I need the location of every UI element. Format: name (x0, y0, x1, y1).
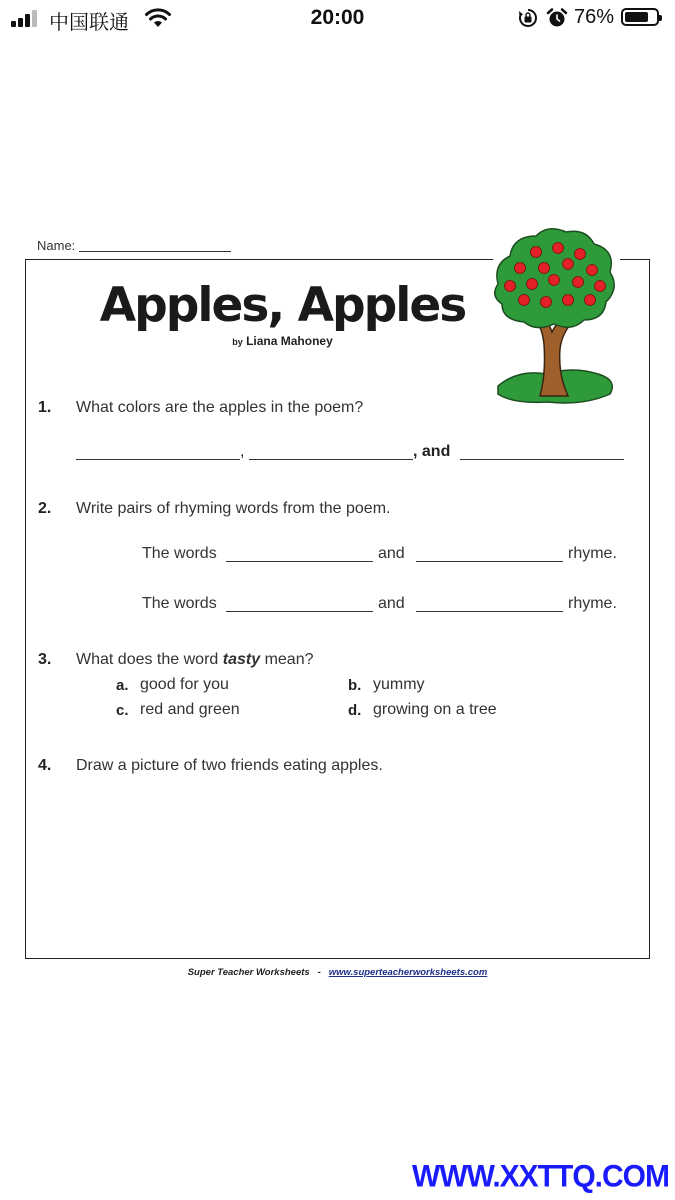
q1-and: , and (413, 443, 451, 460)
q2-row-2-and: and (378, 595, 405, 612)
q3-option-b-text: yummy (373, 676, 425, 693)
carrier-name: 中国联通 (49, 10, 129, 34)
question-4-number: 4. (38, 757, 52, 774)
q3-text-after: mean? (264, 651, 314, 668)
q3-option-a-letter: a. (116, 677, 129, 694)
footer-brand: Super Teacher Worksheets (187, 967, 310, 978)
q3-keyword: tasty (222, 651, 261, 668)
q2-row-2-blank-1 (226, 611, 373, 612)
author-name: Liana Mahoney (246, 334, 333, 348)
question-2-text: Write pairs of rhyming words from the poem. (76, 500, 391, 517)
q2-row-1-end: rhyme. (568, 545, 617, 562)
question-3-text (76, 651, 313, 669)
q1-blank-1 (76, 459, 240, 460)
q2-row-1-blank-2 (416, 561, 563, 562)
battery-icon (621, 8, 659, 26)
q3-option-d-letter: d. (348, 702, 362, 719)
alarm-icon (546, 7, 568, 29)
watermark: WWW.XXTTQ.COM (412, 1159, 669, 1194)
q2-row-2-lead: The words (142, 595, 217, 612)
q3-text-before: What does the word (76, 651, 219, 668)
question-1-number: 1. (38, 399, 52, 416)
worksheet-footer (0, 967, 675, 978)
q2-row-2-end: rhyme. (568, 595, 617, 612)
q3-option-a-text: good for you (140, 676, 229, 693)
q1-blank-2 (249, 459, 413, 460)
rotation-lock-icon (518, 8, 538, 28)
byline (0, 334, 565, 348)
footer-url-link[interactable]: www.superteacherworksheets.com (328, 967, 488, 978)
question-3-number: 3. (38, 651, 52, 668)
clock-time: 20:00 (310, 6, 365, 29)
status-bar (0, 0, 675, 38)
q3-option-d-text: growing on a tree (373, 701, 497, 718)
name-blank (79, 251, 231, 252)
question-2-number: 2. (38, 500, 52, 517)
q3-option-c-text: red and green (140, 701, 240, 718)
q3-option-b-letter: b. (348, 677, 362, 694)
byline-by: by (232, 337, 243, 347)
apple-tree-illustration (488, 224, 623, 409)
name-field (37, 238, 231, 253)
q2-row-2-blank-2 (416, 611, 563, 612)
question-1-text: What colors are the apples in the poem? (76, 399, 364, 416)
worksheet-title: Apples, Apples (99, 278, 466, 333)
q2-row-1-lead: The words (142, 545, 217, 562)
q2-row-1-and: and (378, 545, 405, 562)
q2-row-1-blank-1 (226, 561, 373, 562)
battery-percent: 76% (574, 6, 615, 28)
footer-dash: - (317, 967, 321, 978)
q1-blank-3 (460, 459, 624, 460)
q1-comma: , (240, 443, 245, 460)
q3-option-c-letter: c. (116, 702, 129, 719)
question-4-text: Draw a picture of two friends eating apples. (76, 757, 383, 774)
name-label: Name: (37, 238, 76, 253)
